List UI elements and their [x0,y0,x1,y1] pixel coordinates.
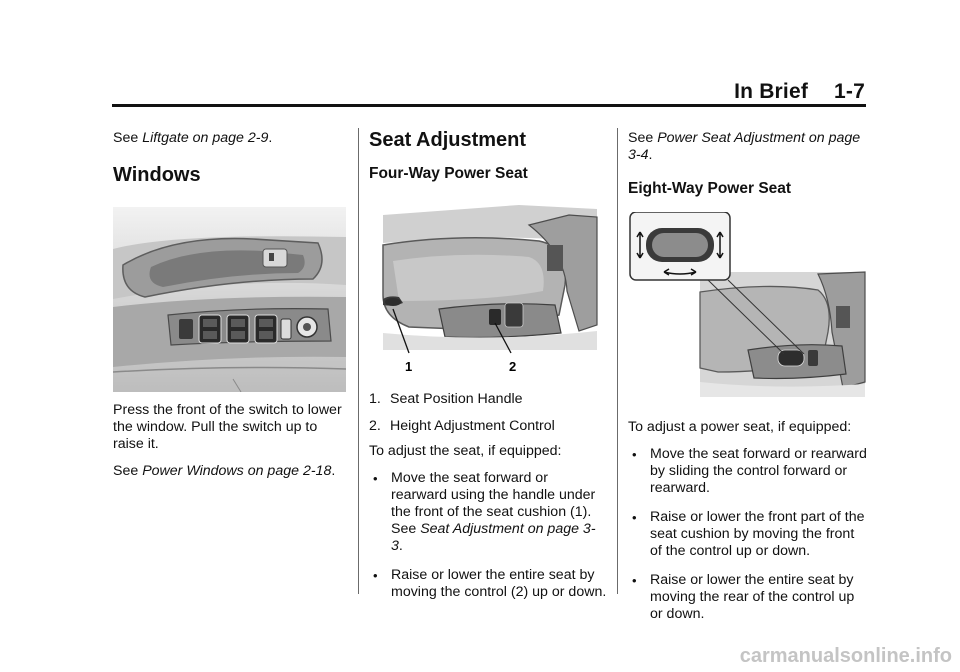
power-seat-see-ref: See Power Seat Adjustment on page 3-4. [628,130,861,163]
four-way-seat-heading: Four-Way Power Seat [369,165,528,182]
windows-heading: Windows [113,164,201,186]
eight-way-intro: To adjust a power seat, if equipped: [628,419,852,435]
power-seat-link[interactable]: Power Seat Adjustment on page 3-4 [628,130,861,163]
legend-item: 2. Height Adjustment Control [369,418,555,434]
column-3 [628,124,868,635]
callout-2-label: 2 [509,359,517,374]
window-switch-illustration [113,207,346,392]
eight-way-bullet-list [628,446,868,623]
seat-legend-list [369,391,607,435]
liftgate-link[interactable]: Liftgate on page 2-9 [142,130,269,146]
seat-adjustment-heading: Seat Adjustment [369,129,527,151]
watermark: carmanualsonline.info [739,645,952,667]
header-rule [112,104,866,107]
four-way-seat-illustration [369,205,607,375]
page-header [734,80,865,104]
eight-way-seat-illustration [628,212,868,397]
bullet-item: • Raise or lower the entire seat by moving the rear of the control up or down. [628,572,868,623]
bullet-item: • Move the seat forward or rearward by sliding the control forward or rearward. [628,446,868,497]
section-title: In Brief [734,80,809,103]
liftgate-see-ref: See Liftgate on page 2-9. [113,130,273,146]
windows-text: Press the front of the switch to lower the window. Pull the switch up to raise it. [113,402,342,452]
bullet-item: • Raise or lower the entire seat by moving the control (2) up or down. [369,567,607,601]
four-way-bullet-list [369,470,607,601]
power-windows-link[interactable]: Power Windows on page 2-18 [142,463,332,479]
bullet-item: • Move the seat forward or rearward using the handle under the front of the seat cushion (1). See Seat Adjustment on page 3-3. [369,470,607,555]
column-divider-left [358,128,359,594]
column-divider-right [617,128,618,594]
four-way-intro: To adjust the seat, if equipped: [369,443,562,459]
seat-adjustment-link[interactable]: Seat Adjustment on page 3-3 [391,521,596,554]
callout-1-label: 1 [405,359,413,374]
eight-way-seat-heading: Eight-Way Power Seat [628,180,792,197]
bullet-item: • Raise or lower the front part of the seat cushion by moving the front of the control up or down. [628,509,868,560]
windows-see-ref: See Power Windows on page 2-18. [113,463,336,479]
column-1 [113,124,351,480]
column-2 [369,124,607,613]
legend-item: 1. Seat Position Handle [369,391,523,407]
page-number: 1-7 [834,80,865,103]
